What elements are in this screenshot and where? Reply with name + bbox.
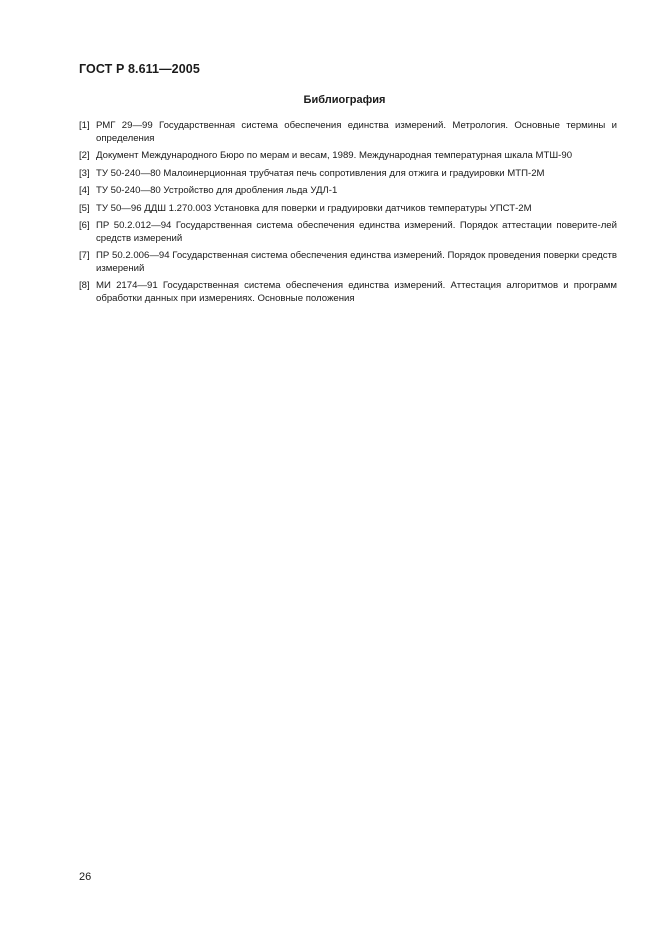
bibliography-entry (79, 203, 617, 216)
bibliography-entry (79, 280, 617, 305)
entry-number: [3] (79, 167, 90, 179)
entry-number: [6] (79, 220, 90, 231)
entry-number: [8] (79, 280, 90, 291)
entry-number: [7] (79, 250, 90, 261)
entry-number: [2] (79, 150, 90, 161)
section-title: Библиография (303, 94, 386, 106)
entry-text: ТУ 50-240—80 Устройство для дробления льда УДЛ-1 (96, 185, 338, 196)
bibliography-entry (79, 120, 617, 145)
bibliography-entry (79, 250, 617, 275)
bibliography-list (79, 120, 617, 310)
entry-text: ТУ 50-240—80 Малоинерционная трубчатая печь сопротивления для отжига и градуировки МТП-2М (96, 167, 545, 179)
entry-text: ПР 50.2.012—94 Государственная система обеспечения единства измерений. Порядок аттестации поверите-лей средств измерений (96, 220, 617, 244)
bibliography-entry (79, 168, 617, 181)
bibliography-entry (79, 220, 617, 245)
entry-number: [1] (79, 120, 90, 131)
bibliography-entry (79, 185, 617, 198)
document-code: ГОСТ Р 8.611—2005 (79, 62, 200, 76)
entry-number: [5] (79, 202, 90, 214)
entry-number: [4] (79, 185, 90, 196)
bibliography-entry (79, 150, 617, 163)
entry-text: ПР 50.2.006—94 Государственная система обеспечения единства измерений. Порядок проведения поверки средств измерений (96, 250, 617, 274)
entry-text: Документ Международного Бюро по мерам и весам, 1989. Международная температурная шкала МТШ-90 (96, 150, 573, 161)
entry-text: МИ 2174—91 Государственная система обеспечения единства измерений. Аттестация алгоритмов и программ обработки данных при измерениях. Основные положения (96, 280, 617, 304)
entry-text: РМГ 29—99 Государственная система обеспечения единства измерений. Метрология. Основные термины и определения (96, 120, 617, 144)
page-number: 26 (79, 871, 92, 883)
entry-text: ТУ 50—96 ДДШ 1.270.003 Установка для поверки и градуировки датчиков температуры УПСТ-2М (96, 202, 532, 214)
